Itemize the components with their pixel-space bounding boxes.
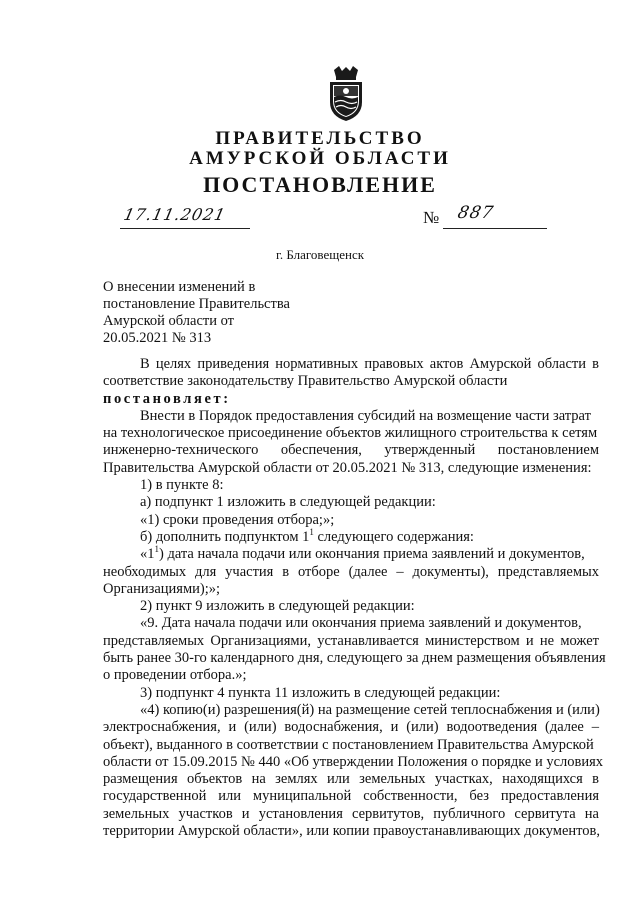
date-underline — [120, 228, 250, 229]
document-subject — [103, 279, 323, 347]
body-line: соответствие законодательству Правительство Амурской области — [103, 373, 508, 390]
quote-line: Организациями);»; — [103, 580, 221, 597]
government-title: ПРАВИТЕЛЬСТВО — [215, 128, 425, 149]
superscript: 1 — [154, 544, 159, 555]
quote-line: представляемых Организациями, устанавливается министерством и не может — [103, 632, 599, 649]
quote-line: о проведении отбора.»; — [103, 667, 247, 684]
list-item: 3) подпункт 4 пункта 11 изложить в следующей редакции: — [140, 684, 501, 701]
city-label: г. Благовещенск — [275, 247, 365, 262]
number-label: № — [423, 208, 440, 227]
document-type-title: ПОСТАНОВЛЕНИЕ — [203, 172, 437, 197]
quote-text: ) дата начала подачи или окончания приема заявлений и документов, — [159, 546, 585, 563]
quote-line: «4) копию(и) разрешения(й) на размещение сетей теплоснабжения и (или) — [140, 701, 600, 718]
subject-line: постановление Правительства — [103, 296, 290, 312]
document-date: 17.11.2021 — [121, 205, 228, 224]
region-title: АМУРСКОЙ ОБЛАСТИ — [189, 148, 451, 169]
list-item: 2) пункт 9 изложить в следующей редакции: — [140, 598, 415, 615]
document-number: 887 — [455, 203, 496, 223]
body-line: В целях приведения нормативных правовых актов Амурской области в — [140, 356, 599, 372]
quote-line: объект), выданного в соответствии с постановлением Правительства Амурской — [103, 736, 594, 753]
body-line: Внести в Порядок предоставления субсидий на возмещение части затрат — [140, 407, 591, 424]
body-line: на технологическое присоединение объектов жилищного строительства к сетям — [103, 425, 598, 442]
superscript: 1 — [309, 527, 314, 538]
resolves-keyword: постановляет: — [103, 390, 231, 407]
list-item-text: следующего содержания: — [313, 528, 474, 545]
quote-line: «9. Дата начала подачи или окончания приема заявлений и документов, — [140, 615, 582, 632]
quote-line: области от 15.09.2015 № 440 «Об утверждении Положения о порядке и условиях — [103, 753, 604, 770]
quote-line: размещения объектов на землях или земельных участках, находящихся в — [103, 771, 599, 788]
document-body — [103, 356, 606, 840]
quote-line: «1) сроки проведения отбора;»; — [140, 511, 335, 528]
quote-line: необходимых для участия в отборе (далее – документы), представляемых — [103, 563, 599, 580]
quote-line: земельных участков и установления сервитутов, публичного сервитута на — [103, 805, 599, 822]
subject-line: О внесении изменений в — [103, 279, 256, 295]
body-line: Правительства Амурской области от 20.05.2021 № 313, следующие изменения: — [103, 459, 592, 476]
list-item: 1) в пункте 8: — [140, 477, 224, 494]
amur-coat-of-arms-icon — [326, 66, 366, 122]
number-underline — [443, 228, 547, 229]
body-line: инженерно-технического обеспечения, утвержденный постановлением — [103, 442, 599, 459]
list-item: а) подпункт 1 изложить в следующей редакции: — [140, 494, 436, 511]
quote-line: территории Амурской области», или копии правоустанавливающих документов, — [103, 823, 601, 840]
list-item — [103, 529, 599, 546]
subject-line: 20.05.2021 № 313 — [103, 330, 212, 346]
list-item-text: б) дополнить подпунктом 1 — [140, 528, 310, 545]
quote-line — [103, 546, 599, 563]
subject-line: Амурской области от — [103, 313, 235, 329]
quote-text: «1 — [140, 546, 155, 563]
quote-line: электроснабжения, и (или) водоснабжения, и (или) водоотведения (далее – — [103, 719, 599, 736]
quote-line: государственной или муниципальной собственности, без предоставления — [103, 788, 599, 805]
quote-line: быть ранее 30-го календарного дня, следующего за днем размещения объявления — [103, 650, 606, 667]
